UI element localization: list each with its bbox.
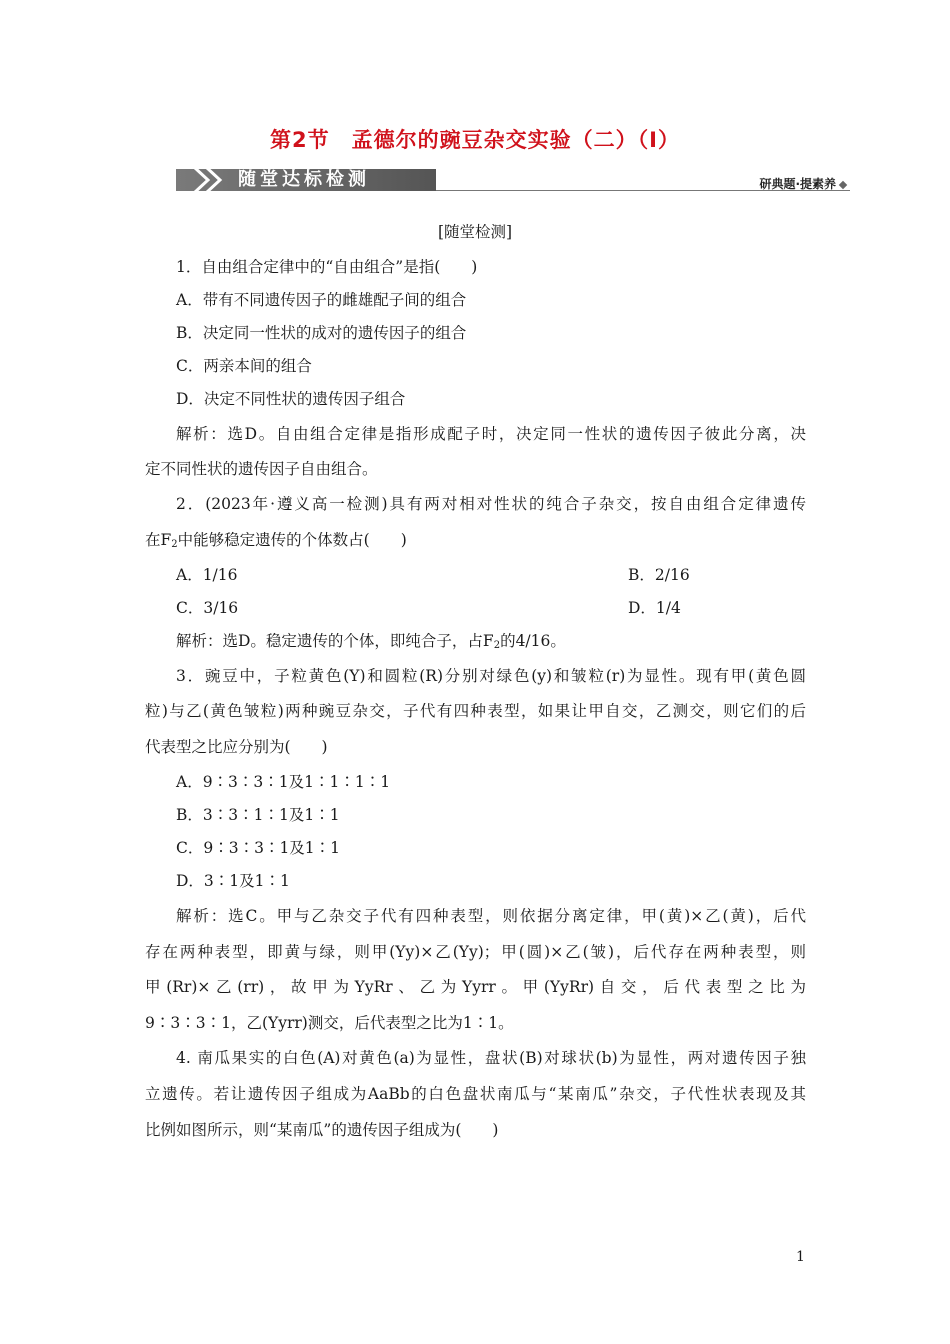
section-heading: [随堂检测]: [437, 223, 513, 241]
page-number: 1: [796, 1249, 805, 1265]
q3-option-b: B．3∶3∶1∶1及1∶1: [176, 806, 340, 824]
q3-answer-line4: 9∶3∶3∶1，乙(Yyrr)测交，后代表型之比为1∶1。: [145, 1014, 514, 1032]
q2-stem-line1: 2．(2023年·遵义高一检测)具有两对相对性状的纯合子杂交，按自由组合定律遗传: [176, 495, 806, 513]
q4-stem-line3: 比例如图所示，则“某南瓜”的遗传因子组成为( ): [145, 1121, 499, 1139]
q3-answer-line1: 解析：选C。甲与乙杂交子代有四种表型，则依据分离定律，甲(黄)×乙(黄)，后代: [176, 907, 806, 925]
diamond-icon: [839, 180, 847, 188]
q1-answer-line1: 解析：选D。自由组合定律是指形成配子时，决定同一性状的遗传因子彼此分离，决: [176, 425, 806, 443]
banner-label: 随堂达标检测: [238, 169, 370, 190]
double-chevron-icon: [190, 165, 240, 195]
q2-option-d: D．1/4: [628, 599, 681, 617]
q2-option-c: C．3/16: [176, 599, 239, 617]
q2-answer: 解析：选D。稳定遗传的个体，即纯合子，占$F_2$的4/16。: [176, 632, 566, 651]
q1-option-b: B．决定同一性状的成对的遗传因子的组合: [176, 324, 467, 342]
q3-stem-line2: 粒)与乙(黄色皱粒)两种豌豆杂交，子代有四种表型，如果让甲自交，乙测交，则它们的后: [145, 702, 806, 720]
q2-option-b: B．2/16: [628, 566, 690, 584]
q3-answer-line2: 存在两种表型，即黄与绿，则甲(Yy)×乙(Yy)；甲(圆)×乙(皱)，后代存在两种表型，则: [145, 943, 806, 961]
q3-answer-line3: 甲(Rr)×乙(rr)，故甲为YyRr、乙为Yyrr。甲(YyRr)自交，后代表型之比为: [145, 978, 806, 996]
q3-option-c: C．9∶3∶3∶1及1∶1: [176, 839, 341, 857]
q1-option-d: D．决定不同性状的遗传因子组合: [176, 390, 406, 408]
q2-option-a: A．1/16: [176, 566, 238, 584]
page-title: 第2节 孟德尔的豌豆杂交实验（二）（Ⅰ）: [270, 128, 680, 152]
q2-stem-line2: 在$F_2$中能够稳定遗传的个体数占( ): [145, 531, 407, 550]
q3-option-a: A．9∶3∶3∶1及1∶1∶1∶1: [176, 773, 391, 791]
q1-stem: 1．自由组合定律中的“自由组合”是指( ): [176, 258, 478, 276]
q1-option-a: A．带有不同遗传因子的雌雄配子间的组合: [176, 291, 467, 309]
q3-stem-line1: 3．豌豆中，子粒黄色(Y)和圆粒(R)分别对绿色(y)和皱粒(r)为显性。现有甲(黄色圆: [176, 667, 806, 685]
banner-right-label: 研典题·提素养: [759, 175, 846, 192]
q3-option-d: D．3∶1及1∶1: [176, 872, 290, 890]
q4-stem-line2: 立遗传。若让遗传因子组成为AaBb的白色盘状南瓜与“某南瓜”杂交，子代性状表现及其: [145, 1085, 806, 1103]
q1-answer-line2: 定不同性状的遗传因子自由组合。: [145, 460, 378, 478]
q4-stem-line1: 4. 南瓜果实的白色(A)对黄色(a)为显性，盘状(B)对球状(b)为显性，两对遗传因子独: [176, 1049, 806, 1067]
section-banner: [176, 163, 850, 197]
q1-option-c: C．两亲本间的组合: [176, 357, 312, 375]
q3-stem-line3: 代表型之比应分别为( ): [145, 738, 328, 756]
